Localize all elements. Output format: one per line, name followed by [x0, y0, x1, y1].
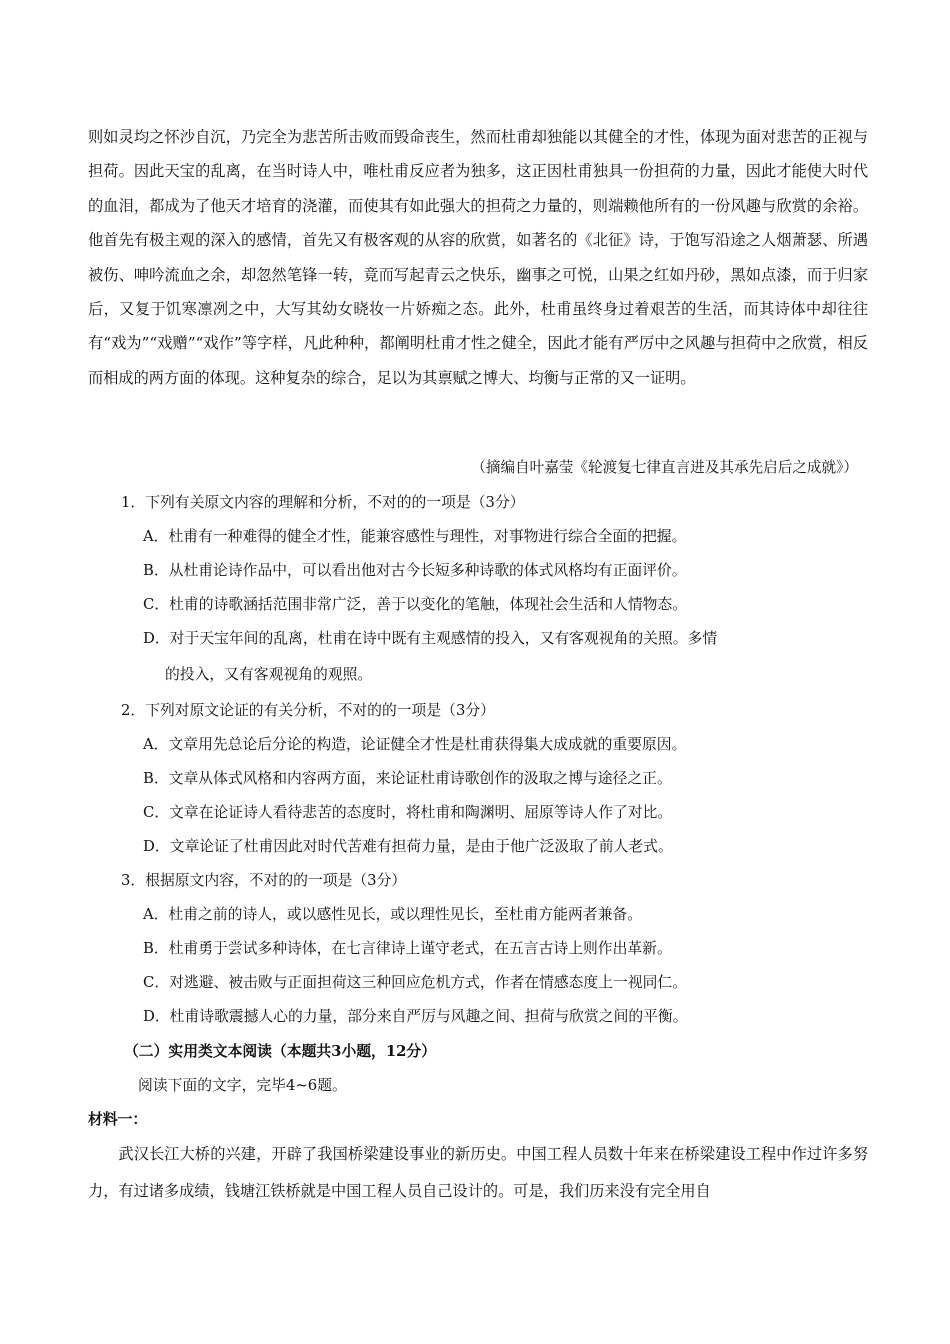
question-2-option-c: C．文章在论证诗人看待悲苦的态度时，将杜甫和陶渊明、屈原等诗人作了对比。: [143, 804, 673, 821]
question-2-stem: 2．下列对原文论证的有关分析，不对的的一项是（3分）: [121, 702, 495, 719]
question-2-option-a: A．文章用先总论后分论的构造，论证健全才性是杜甫获得集大成成就的重要原因。: [143, 736, 687, 753]
question-3-option-d: D．杜甫诗歌震撼人心的力量，部分来自严厉与风趣之间、担荷与欣赏之间的平衡。: [143, 1008, 688, 1025]
material-paragraph: 武汉长江大桥的兴建，开辟了我国桥梁建设事业的新历史。中国工程人员数十年来在桥梁建设工程中作过许多努力，有过诸多成绩，钱塘江铁桥就是中国工程人员自己设计的。可是，我们历来没有完全用自: [88, 1145, 868, 1200]
section-instruction: 阅读下面的文字，完毕4~6题。: [138, 1077, 347, 1094]
question-1-option-a: A．杜甫有一种难得的健全才性，能兼容感性与理性，对事物进行综合全面的把握。: [143, 528, 687, 545]
passage-source: （摘编自叶嘉莹《轮渡复七律直言进及其承先启后之成就》）: [471, 459, 858, 476]
question-2-option-d: D．文章论证了杜甫因此对时代苦难有担荷力量，是由于他广泛汲取了前人老式。: [143, 838, 673, 855]
material-label: 材料一：: [88, 1111, 148, 1128]
question-1-option-b: B．从杜甫论诗作品中，可以看出他对古今长短多种诗歌的体式风格均有正面评价。: [143, 562, 687, 579]
question-3-option-c: C．对逃避、被击败与正面担荷这三种回应危机方式，作者在情感态度上一视同仁。: [143, 974, 688, 991]
question-1-option-c: C．杜甫的诗歌涵括范围非常广泛，善于以变化的笔触，体现社会生活和人情物态。: [143, 596, 688, 613]
section-heading: （二）实用类文本阅读（本题共3小题，12分）: [124, 1043, 437, 1060]
question-1-option-d-continuation: 的投入，又有客观视角的观照。: [165, 666, 373, 683]
passage-paragraph: 则如灵均之怀沙自沉，乃完全为悲苦所击败而毁命丧生，然而杜甫却独能以其健全的才性，体现为面对悲苦的正视与担荷。因此天宝的乱离，在当时诗人中，唯杜甫反应者为独多，这正因杜甫独具一份担荷的力量，因此才能使大时代的血泪，都成为了他天才培育的浇灌，而使其有如此强大的担荷之力量的，则端赖他所有的一份风趣与欣赏的余裕。他首先有极主观的深入的感情，首先又有极客观的从容的欣赏，如著名的《北征》诗，于饱写沿途之人烟萧瑟、所遇被伤、呻吟流血之余，却忽然笔锋一转，竟而写起青云之快乐，幽事之可悦，山果之红如丹砂，黑如点漆，而于归家后，又复于饥寒凛冽之中，大写其幼女晓妆一片娇痴之态。此外，杜甫虽终身过着艰苦的生活，而其诗体中却往往有“戏为”“戏赠”“戏作”等字样，凡此种种，都阐明杜甫才性之健全，因此才能有严厉中之风趣与担荷中之欣赏，相反而相成的两方面的体现。这种复杂的综合，足以为其禀赋之博大、均衡与正常的又一证明。: [88, 128, 868, 387]
question-3-stem: 3．根据原文内容，不对的的一项是（3分）: [121, 872, 407, 889]
question-1-stem: 1．下列有关原文内容的理解和分析，不对的的一项是（3分）: [121, 494, 525, 511]
question-1-option-d: D．对于天宝年间的乱离，杜甫在诗中既有主观感情的投入，又有客观视角的关照。多情: [143, 630, 718, 647]
question-3-option-b: B．杜甫勇于尝试多种诗体，在七言律诗上谨守老式，在五言古诗上则作出革新。: [143, 940, 672, 957]
question-3-option-a: A．杜甫之前的诗人，或以感性见长，或以理性见长，至杜甫方能两者兼备。: [143, 906, 642, 923]
question-2-option-b: B．文章从体式风格和内容两方面，来论证杜甫诗歌创作的汲取之博与途径之正。: [143, 770, 672, 787]
